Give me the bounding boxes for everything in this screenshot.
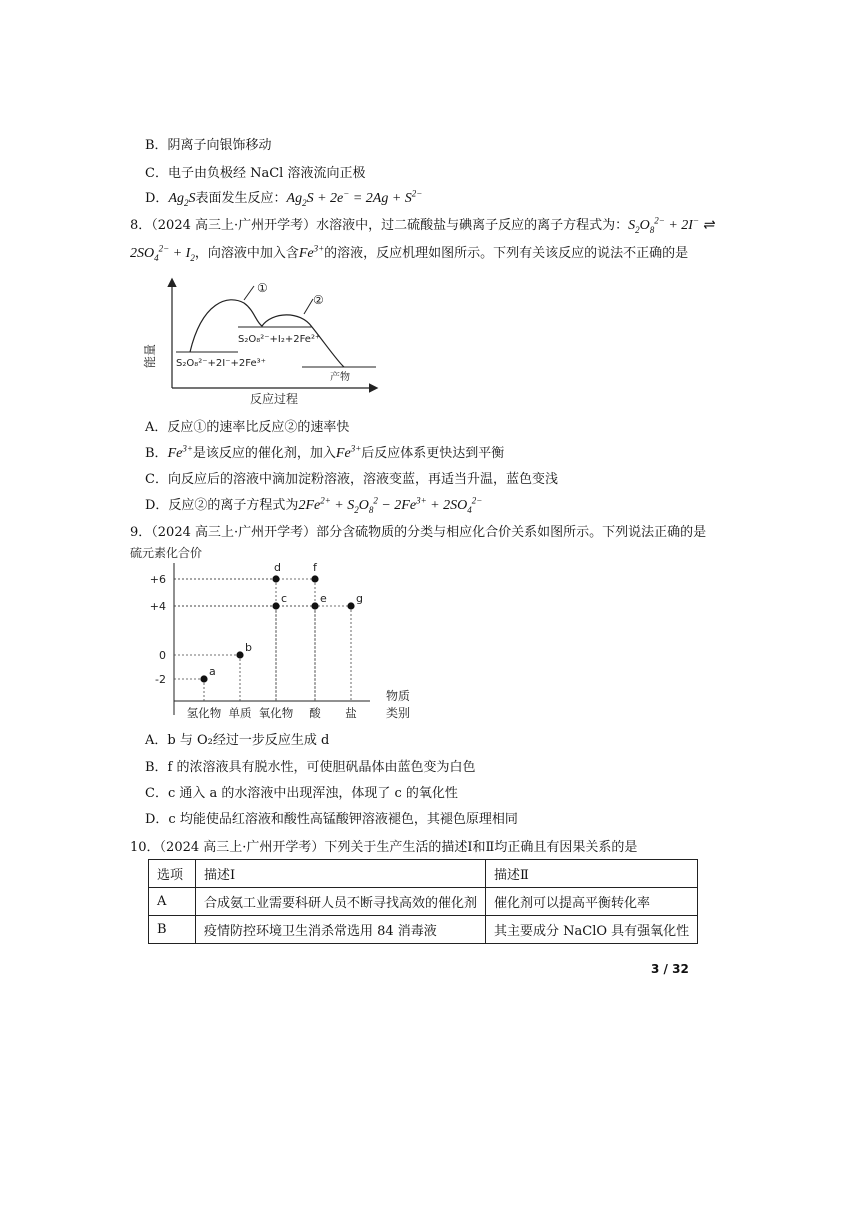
x-tick-label: 单质 [228,706,252,720]
x-tick-label: 氢化物 [186,706,222,720]
data-point-c [272,602,279,609]
table-header-cell: 描述Ⅰ [196,860,486,888]
q8-option-c: C．向反应后的溶液中滴加淀粉溶液，溶液变蓝，再适当升温，蓝色变浅 [145,472,558,487]
data-point-f [311,575,318,582]
q8-peak2-label: ② [313,293,324,307]
q8-option-a: A．反应①的速率比反应②的速率快 [145,420,350,435]
q9-option-b: B．f 的浓溶液具有脱水性，可使胆矾晶体由蓝色变为白色 [145,760,476,775]
q8-products-label: 产物 [330,372,350,383]
table-header-cell: 描述Ⅱ [486,860,698,888]
point-label-c: c [281,592,288,605]
table-cell: 其主要成分 NaClO 具有强氧化性 [486,916,698,944]
q10-table [148,859,698,944]
y-tick-label: 0 [159,649,166,662]
point-label-b: b [245,641,252,654]
q8-option-b: B．$Fe^{3+}$是该反应的催化剂，加入$Fe^{3+}$后反应体系更快达到平衡 [145,443,505,461]
data-point-e [311,602,318,609]
data-point-g [347,602,354,609]
q9-xlabel-2: 类别 [386,706,411,720]
q8-peak1-label: ① [257,281,268,295]
table-cell: B [149,916,196,944]
q10-stem: 10．（2024 高三上·广州开学考）下列关于生产生活的描述Ⅰ和Ⅱ均正确且有因果关系的是 [130,840,638,855]
table-row [149,888,698,916]
y-tick-label: +4 [149,600,166,613]
x-tick-label: 酸 [309,706,321,720]
point-label-f: f [313,561,317,574]
q9-xlabel-1: 物质 [386,689,411,703]
table-header-cell: 选项 [149,860,196,888]
q8-stem-line2: $2SO_4^{2-} + I_2$，向溶液中加入含$Fe^{3+}$的溶液，反应机理如图所示。下列有关该反应的说法不正确的是 [130,243,689,263]
q7-option-d: D．$Ag_2S$表面发生反应：$Ag_2S + 2e^- = 2Ag + S^{2-}$ [145,188,423,208]
q8-ylabel: 能量 [143,343,157,369]
data-point-a [200,675,207,682]
q9-option-c: C．c 通入 a 的水溶液中出现浑浊，体现了 c 的氧化性 [145,786,458,801]
q7-option-b: B．阴离子向银饰移动 [145,138,272,153]
point-label-g: g [356,592,363,605]
q8-energy-diagram [140,272,390,408]
table-cell: 疫情防控环境卫生消杀常选用 84 消毒液 [196,916,486,944]
q9-stem: 9．（2024 高三上·广州开学考）部分含硫物质的分类与相应化合价关系如图所示。下列说法正确的是 [130,525,707,540]
data-point-d [272,575,279,582]
x-tick-label: 盐 [345,706,357,720]
q9-option-a: A．b 与 O₂经过一步反应生成 d [145,733,330,748]
q8-intermediate-label: S₂O₈²⁻+I₂+2Fe²⁺ [238,334,321,345]
point-label-a: a [209,665,216,678]
y-tick-label: -2 [155,673,166,686]
data-point-b [236,651,243,658]
q9-valence-chart [130,545,420,725]
x-tick-label: 氧化物 [258,706,294,720]
table-cell: A [149,888,196,916]
q9-option-d: D．c 均能使品红溶液和酸性高锰酸钾溶液褪色，其褪色原理相同 [145,812,518,827]
point-label-e: e [320,592,327,605]
q8-stem-line1: 8．（2024 高三上·广州开学考）水溶液中，过二硫酸盐与碘离子反应的离子方程式为：$S_2O_8^{2-} + 2I^-$ ⇌ [130,215,715,235]
table-row [149,916,698,944]
q9-ylabel: 硫元素化合价 [130,546,203,560]
point-label-d: d [274,561,281,574]
q8-reactants-label: S₂O₈²⁻+2I⁻+2Fe³⁺ [176,358,266,369]
q8-option-d: D．反应②的离子方程式为$2Fe^{2+} + S_2O_8^2 - 2Fe^{3+} + 2SO_4^{2-}$ [145,495,483,515]
page-number: 3 / 32 [651,962,689,976]
table-header-row [149,860,698,888]
q7-option-c: C．电子由负极经 NaCl 溶液流向正极 [145,166,366,181]
y-tick-label: +6 [149,573,166,586]
table-cell: 合成氨工业需要科研人员不断寻找高效的催化剂 [196,888,486,916]
q8-xlabel: 反应过程 [249,392,299,406]
table-cell: 催化剂可以提高平衡转化率 [486,888,698,916]
